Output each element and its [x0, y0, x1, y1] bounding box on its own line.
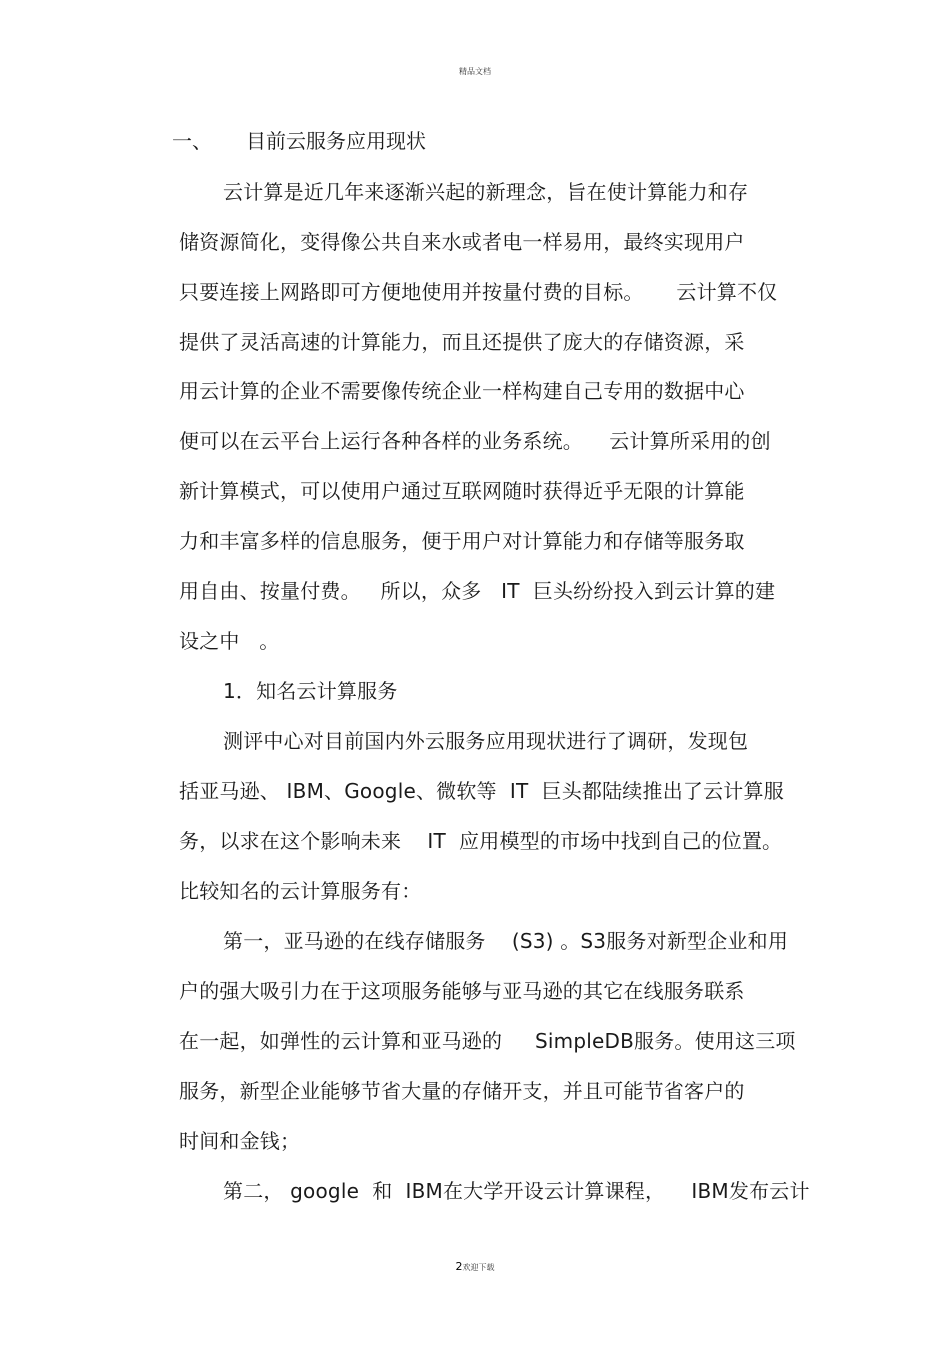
body-line: 便可以在云平台上运行各种各样的业务系统。 云计算所采用的创 [179, 429, 771, 453]
body-line: 用自由、按量付费。 所以，众多 IT 巨头纷纷投入到云计算的建 [179, 579, 776, 603]
page-number: 2 [455, 1260, 463, 1273]
body-line: 设之中 。 [179, 629, 280, 653]
body-line: 时间和金钱； [179, 1129, 301, 1153]
body-line: 云计算是近几年来逐渐兴起的新理念，旨在使计算能力和存 [223, 180, 749, 204]
body-line: 户的强大吸引力在于这项服务能够与亚马逊的其它在线服务联系 [179, 979, 745, 1003]
body-line: 务，以求在这个影响未来 IT 应用模型的市场中找到自己的位置。 [179, 829, 783, 853]
body-line: 力和丰富多样的信息服务，便于用户对计算能力和存储等服务取 [179, 529, 745, 553]
section-title: 目前云服务应用现状 [246, 129, 426, 153]
body-line: 提供了灵活高速的计算能力，而且还提供了庞大的存储资源，采 [179, 330, 745, 354]
body-line: 在一起，如弹性的云计算和亚马逊的 SimpleDB服务。使用这三项 [179, 1029, 796, 1053]
body-line: 第一，亚马逊的在线存储服务 (S3) 。S3服务对新型企业和用 [223, 929, 789, 953]
body-line: 新计算模式，可以使用户通过互联网随时获得近乎无限的计算能 [179, 479, 745, 503]
body-line: 第二， google 和 IBM在大学开设云计算课程， IBM发布云计 [223, 1179, 810, 1203]
header-watermark: 精品文档 [459, 67, 491, 76]
body-line: 服务，新型企业能够节省大量的存储开支，并且可能节省客户的 [179, 1079, 745, 1103]
body-line: 只要连接上网路即可方便地使用并按量付费的目标。 云计算不仅 [179, 280, 778, 304]
body-line: 比较知名的云计算服务有： [179, 879, 422, 903]
body-line: 测评中心对目前国内外云服务应用现状进行了调研，发现包 [223, 729, 749, 753]
footer-label: 欢迎下载 [462, 1263, 495, 1272]
footer [0, 1260, 950, 1273]
body-line: 括亚马逊、 IBM、Google、微软等 IT 巨头都陆续推出了云计算服 [179, 779, 784, 803]
body-line: 储资源简化，变得像公共自来水或者电一样易用，最终实现用户 [179, 230, 745, 254]
subsection-title: 1．知名云计算服务 [223, 679, 398, 703]
body-line: 用云计算的企业不需要像传统企业一样构建自己专用的数据中心 [179, 379, 745, 403]
section-number: 一、 [172, 129, 212, 153]
